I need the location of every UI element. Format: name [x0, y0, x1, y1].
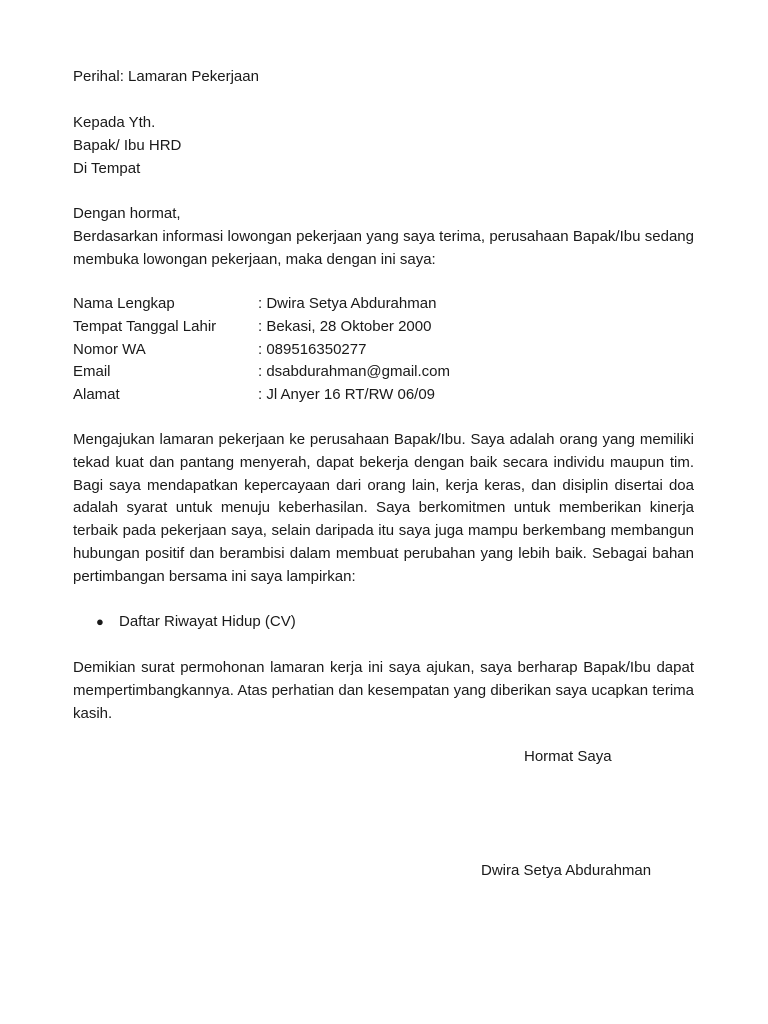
recipient-block: [73, 112, 694, 180]
detail-value: : 089516350277: [258, 340, 367, 358]
recipient-line-2: Bapak/ Ibu HRD: [73, 136, 182, 154]
detail-label: Nomor WA: [73, 340, 146, 358]
detail-row-phone: [73, 339, 694, 362]
intro-paragraph: Berdasarkan informasi lowongan pekerjaan yang saya terima, perusahaan Bapak/Ibu sedang membuka lowongan pekerjaan, maka dengan ini saya:: [73, 227, 694, 268]
valediction: Hormat Saya: [524, 748, 612, 765]
detail-row-name: [73, 293, 694, 316]
closing-paragraph: Demikian surat permohonan lamaran kerja ini saya ajukan, saya berharap Bapak/Ibu dapat mempertimbangkannya. Atas perhatian dan kesempatan yang diberikan saya ucapkan terima kasih.: [73, 659, 694, 722]
bullet-icon: ●: [96, 614, 104, 629]
detail-value: : dsabdurahman@gmail.com: [258, 363, 450, 381]
recipient-line-1: Kepada Yth.: [73, 114, 156, 131]
opening-block: [73, 203, 694, 271]
applicant-details: [73, 293, 694, 407]
detail-row-email: [73, 361, 694, 384]
subject-line: [73, 66, 694, 89]
attachment-label: Daftar Riwayat Hidup (CV): [119, 613, 296, 630]
detail-value: : Dwira Setya Abdurahman: [258, 295, 437, 312]
recipient-line-3: Di Tempat: [73, 159, 141, 177]
subject-text: Perihal: Lamaran Pekerjaan: [73, 68, 259, 85]
greeting-text: Dengan hormat,: [73, 205, 181, 222]
body-paragraph: Mengajukan lamaran pekerjaan ke perusahaan Bapak/Ibu. Saya adalah orang yang memiliki tekad kuat dan pantang menyerah, dapat bekerja dengan baik secara individu maupun tim. Bagi saya mendapatkan kepercayaan dari orang lain, kerja keras, dan disiplin disertai doa adalah syarat untuk menuju keberhasilan. Saya berkomitmen untuk memberikan kinerja terbaik pada pekerjaan saya, selain daripada itu saya juga mampu berkembang membangun hubungan positif dan berambisi dalam membuat perubahan yang lebih baik. Sebagai bahan pertimbangan bersama ini saya lampirkan:: [73, 431, 694, 585]
detail-value: : Bekasi, 28 Oktober 2000: [258, 317, 432, 335]
body-block: [73, 429, 694, 589]
detail-label: Nama Lengkap: [73, 295, 175, 312]
detail-label: Alamat: [73, 386, 120, 404]
signatory-name: Dwira Setya Abdurahman: [481, 862, 652, 879]
detail-value: : Jl Anyer 16 RT/RW 06/09: [258, 386, 436, 404]
detail-label: Email: [73, 363, 111, 381]
attachment-list-item: [96, 611, 296, 634]
closing-block: [73, 657, 694, 725]
detail-row-address: [73, 384, 694, 407]
detail-label: Tempat Tanggal Lahir: [73, 317, 217, 335]
detail-row-birth: [73, 316, 694, 339]
